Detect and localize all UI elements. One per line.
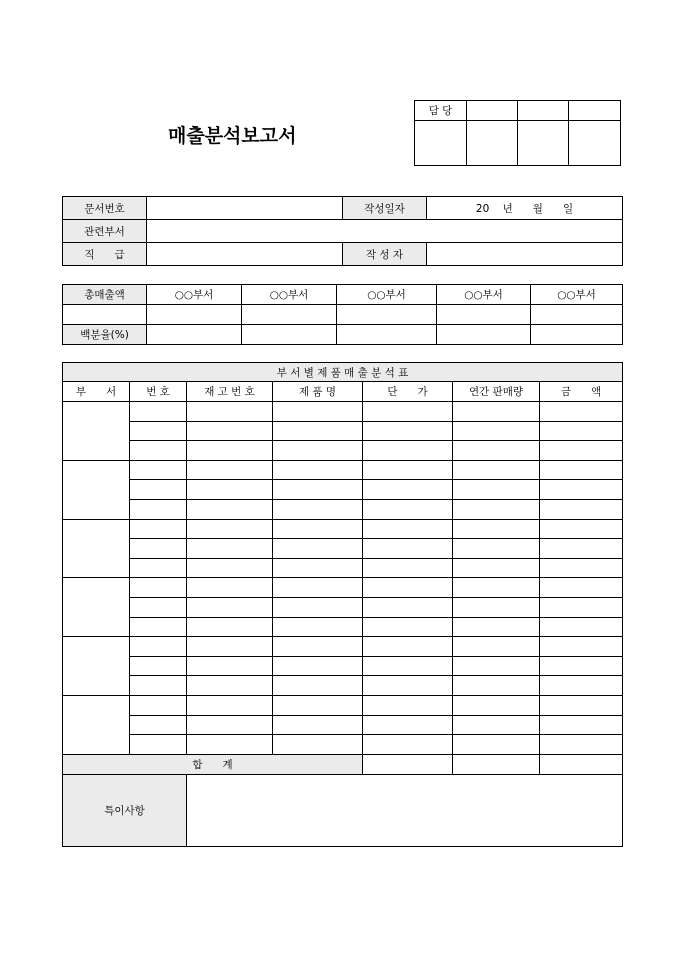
header-annual-sales: 연간 판매량 [453, 382, 540, 402]
approval-sign-cell[interactable] [415, 121, 467, 166]
amount-cell[interactable] [540, 637, 623, 657]
total-unit-price-cell[interactable] [363, 754, 453, 774]
dept-column-header: ○○부서 [147, 285, 242, 305]
page-title: 매출분석보고서 [168, 125, 297, 147]
table-row [63, 715, 623, 735]
stock-number-cell[interactable] [187, 656, 273, 676]
amount-cell[interactable] [540, 617, 623, 637]
annual-sales-cell[interactable] [453, 558, 540, 578]
table-row [63, 539, 623, 559]
table-row [63, 695, 623, 715]
table-row [63, 578, 623, 598]
dept-group-cell[interactable] [63, 519, 130, 578]
doc-number-field[interactable] [147, 197, 343, 220]
number-cell[interactable] [130, 539, 187, 559]
total-sales-cell[interactable] [242, 305, 337, 325]
number-cell[interactable] [130, 715, 187, 735]
product-name-cell[interactable] [273, 558, 363, 578]
product-name-cell[interactable] [273, 402, 363, 422]
amount-cell[interactable] [540, 402, 623, 422]
approval-label: 담 당 [415, 101, 467, 121]
number-cell[interactable] [130, 421, 187, 441]
annual-sales-cell[interactable] [453, 402, 540, 422]
amount-cell[interactable] [540, 597, 623, 617]
date-label: 작성일자 [343, 197, 427, 220]
annual-sales-cell[interactable] [453, 676, 540, 696]
number-cell[interactable] [130, 617, 187, 637]
annual-sales-cell[interactable] [453, 421, 540, 441]
product-name-cell[interactable] [273, 695, 363, 715]
table-row [63, 402, 623, 422]
number-cell[interactable] [130, 597, 187, 617]
annual-sales-cell[interactable] [453, 441, 540, 461]
stock-number-cell[interactable] [187, 597, 273, 617]
table-row [63, 441, 623, 461]
stock-number-cell[interactable] [187, 499, 273, 519]
dept-group-cell[interactable] [63, 402, 130, 461]
unit-price-cell[interactable] [363, 460, 453, 480]
product-name-cell[interactable] [273, 735, 363, 755]
approval-header-cell [467, 101, 518, 121]
number-cell[interactable] [130, 676, 187, 696]
dept-group-cell[interactable] [63, 460, 130, 519]
percentage-cell[interactable] [337, 325, 437, 345]
product-name-cell[interactable] [273, 637, 363, 657]
number-cell[interactable] [130, 402, 187, 422]
unit-price-cell[interactable] [363, 656, 453, 676]
product-name-cell[interactable] [273, 480, 363, 500]
annual-sales-cell[interactable] [453, 637, 540, 657]
approval-header-cell [518, 101, 569, 121]
total-row [63, 754, 623, 774]
annual-sales-cell[interactable] [453, 597, 540, 617]
annual-sales-cell[interactable] [453, 578, 540, 598]
number-cell[interactable] [130, 578, 187, 598]
product-name-cell[interactable] [273, 539, 363, 559]
product-name-cell[interactable] [273, 656, 363, 676]
unit-price-cell[interactable] [363, 735, 453, 755]
stock-number-cell[interactable] [187, 460, 273, 480]
table-row [63, 597, 623, 617]
amount-cell[interactable] [540, 656, 623, 676]
unit-price-cell[interactable] [363, 617, 453, 637]
dept-column-header: ○○부서 [242, 285, 337, 305]
amount-cell[interactable] [540, 421, 623, 441]
dept-group-cell[interactable] [63, 578, 130, 637]
amount-cell[interactable] [540, 441, 623, 461]
product-name-cell[interactable] [273, 519, 363, 539]
number-cell[interactable] [130, 499, 187, 519]
stock-number-cell[interactable] [187, 539, 273, 559]
unit-price-cell[interactable] [363, 676, 453, 696]
dept-column-header: ○○부서 [337, 285, 437, 305]
table-row [63, 735, 623, 755]
stock-number-cell[interactable] [187, 715, 273, 735]
stock-number-cell[interactable] [187, 735, 273, 755]
unit-price-cell[interactable] [363, 539, 453, 559]
table-row [63, 499, 623, 519]
total-sales-cell[interactable] [531, 305, 623, 325]
rank-label: 직 급 [63, 243, 147, 266]
number-cell[interactable] [130, 735, 187, 755]
annual-sales-cell[interactable] [453, 656, 540, 676]
number-cell[interactable] [130, 656, 187, 676]
unit-price-cell[interactable] [363, 519, 453, 539]
unit-price-cell[interactable] [363, 499, 453, 519]
stock-number-cell[interactable] [187, 402, 273, 422]
date-field[interactable]: 20 년 월 일 [427, 197, 623, 220]
header-amount: 금 액 [540, 382, 623, 402]
amount-cell[interactable] [540, 735, 623, 755]
amount-cell[interactable] [540, 695, 623, 715]
unit-price-cell[interactable] [363, 695, 453, 715]
approval-sign-cell[interactable] [569, 121, 621, 166]
amount-cell[interactable] [540, 480, 623, 500]
product-name-cell[interactable] [273, 578, 363, 598]
amount-cell[interactable] [540, 676, 623, 696]
annual-sales-cell[interactable] [453, 617, 540, 637]
header-stock-number: 재 고 번 호 [187, 382, 273, 402]
percentage-cell[interactable] [147, 325, 242, 345]
product-name-cell[interactable] [273, 715, 363, 735]
product-name-cell[interactable] [273, 441, 363, 461]
unit-price-cell[interactable] [363, 715, 453, 735]
table-row [63, 637, 623, 657]
remarks-label: 특이사항 [63, 774, 187, 846]
unit-price-cell[interactable] [363, 637, 453, 657]
stock-number-cell[interactable] [187, 480, 273, 500]
table-row [63, 558, 623, 578]
header-unit-price: 단 가 [363, 382, 453, 402]
author-field[interactable] [427, 243, 623, 266]
amount-cell[interactable] [540, 460, 623, 480]
sales-summary-table [62, 284, 623, 345]
document-info-table [62, 196, 623, 266]
amount-cell[interactable] [540, 499, 623, 519]
header-dept: 부 서 [63, 382, 130, 402]
unit-price-cell[interactable] [363, 578, 453, 598]
amount-cell[interactable] [540, 578, 623, 598]
table-row [63, 519, 623, 539]
stock-number-cell[interactable] [187, 695, 273, 715]
annual-sales-cell[interactable] [453, 480, 540, 500]
unit-price-cell[interactable] [363, 402, 453, 422]
amount-cell[interactable] [540, 715, 623, 735]
dept-column-header: ○○부서 [531, 285, 623, 305]
header-product-name: 제 품 명 [273, 382, 363, 402]
dept-group-cell[interactable] [63, 637, 130, 696]
number-cell[interactable] [130, 519, 187, 539]
author-label: 작 성 자 [343, 243, 427, 266]
number-cell[interactable] [130, 637, 187, 657]
unit-price-cell[interactable] [363, 441, 453, 461]
product-name-cell[interactable] [273, 421, 363, 441]
rank-field[interactable] [147, 243, 343, 266]
annual-sales-cell[interactable] [453, 499, 540, 519]
department-product-sales-table [62, 362, 623, 847]
approval-header-cell [569, 101, 621, 121]
total-annual-sales-cell[interactable] [453, 754, 540, 774]
remarks-field[interactable] [187, 774, 623, 846]
table-row [63, 676, 623, 696]
annual-sales-cell[interactable] [453, 460, 540, 480]
number-cell[interactable] [130, 695, 187, 715]
dept-column-header: ○○부서 [437, 285, 531, 305]
table-row [63, 421, 623, 441]
table-row [63, 656, 623, 676]
annual-sales-cell[interactable] [453, 715, 540, 735]
doc-number-label: 문서번호 [63, 197, 147, 220]
dept-label: 관련부서 [63, 220, 147, 243]
product-name-cell[interactable] [273, 597, 363, 617]
annual-sales-cell[interactable] [453, 539, 540, 559]
number-cell[interactable] [130, 558, 187, 578]
number-cell[interactable] [130, 460, 187, 480]
stock-number-cell[interactable] [187, 637, 273, 657]
stock-number-cell[interactable] [187, 558, 273, 578]
amount-cell[interactable] [540, 519, 623, 539]
percentage-cell[interactable] [437, 325, 531, 345]
table-row [63, 480, 623, 500]
approval-sign-cell[interactable] [467, 121, 518, 166]
total-sales-cell[interactable] [437, 305, 531, 325]
dept-group-cell[interactable] [63, 695, 130, 754]
unit-price-cell[interactable] [363, 558, 453, 578]
annual-sales-cell[interactable] [453, 519, 540, 539]
stock-number-cell[interactable] [187, 617, 273, 637]
approval-sign-cell[interactable] [518, 121, 569, 166]
number-cell[interactable] [130, 441, 187, 461]
table-row [63, 617, 623, 637]
percentage-label: 백분율(%) [63, 325, 147, 345]
annual-sales-cell[interactable] [453, 695, 540, 715]
product-name-cell[interactable] [273, 499, 363, 519]
header-number: 번 호 [130, 382, 187, 402]
dept-field[interactable] [147, 220, 623, 243]
annual-sales-cell[interactable] [453, 735, 540, 755]
stock-number-cell[interactable] [187, 421, 273, 441]
product-name-cell[interactable] [273, 617, 363, 637]
total-sales-label: 총매출액 [63, 285, 147, 305]
total-amount-cell[interactable] [540, 754, 623, 774]
amount-cell[interactable] [540, 558, 623, 578]
unit-price-cell[interactable] [363, 480, 453, 500]
stock-number-cell[interactable] [187, 441, 273, 461]
product-name-cell[interactable] [273, 676, 363, 696]
stock-number-cell[interactable] [187, 519, 273, 539]
total-sales-blank [63, 305, 147, 325]
total-sales-cell[interactable] [337, 305, 437, 325]
product-name-cell[interactable] [273, 460, 363, 480]
percentage-cell[interactable] [531, 325, 623, 345]
percentage-cell[interactable] [242, 325, 337, 345]
approval-box [414, 100, 621, 166]
unit-price-cell[interactable] [363, 421, 453, 441]
stock-number-cell[interactable] [187, 676, 273, 696]
unit-price-cell[interactable] [363, 597, 453, 617]
amount-cell[interactable] [540, 539, 623, 559]
total-sales-cell[interactable] [147, 305, 242, 325]
remarks-row [63, 774, 623, 846]
number-cell[interactable] [130, 480, 187, 500]
total-label: 합 계 [63, 754, 363, 774]
stock-number-cell[interactable] [187, 578, 273, 598]
table-row [63, 460, 623, 480]
table-caption: 부 서 별 제 품 매 출 분 석 표 [63, 363, 623, 382]
